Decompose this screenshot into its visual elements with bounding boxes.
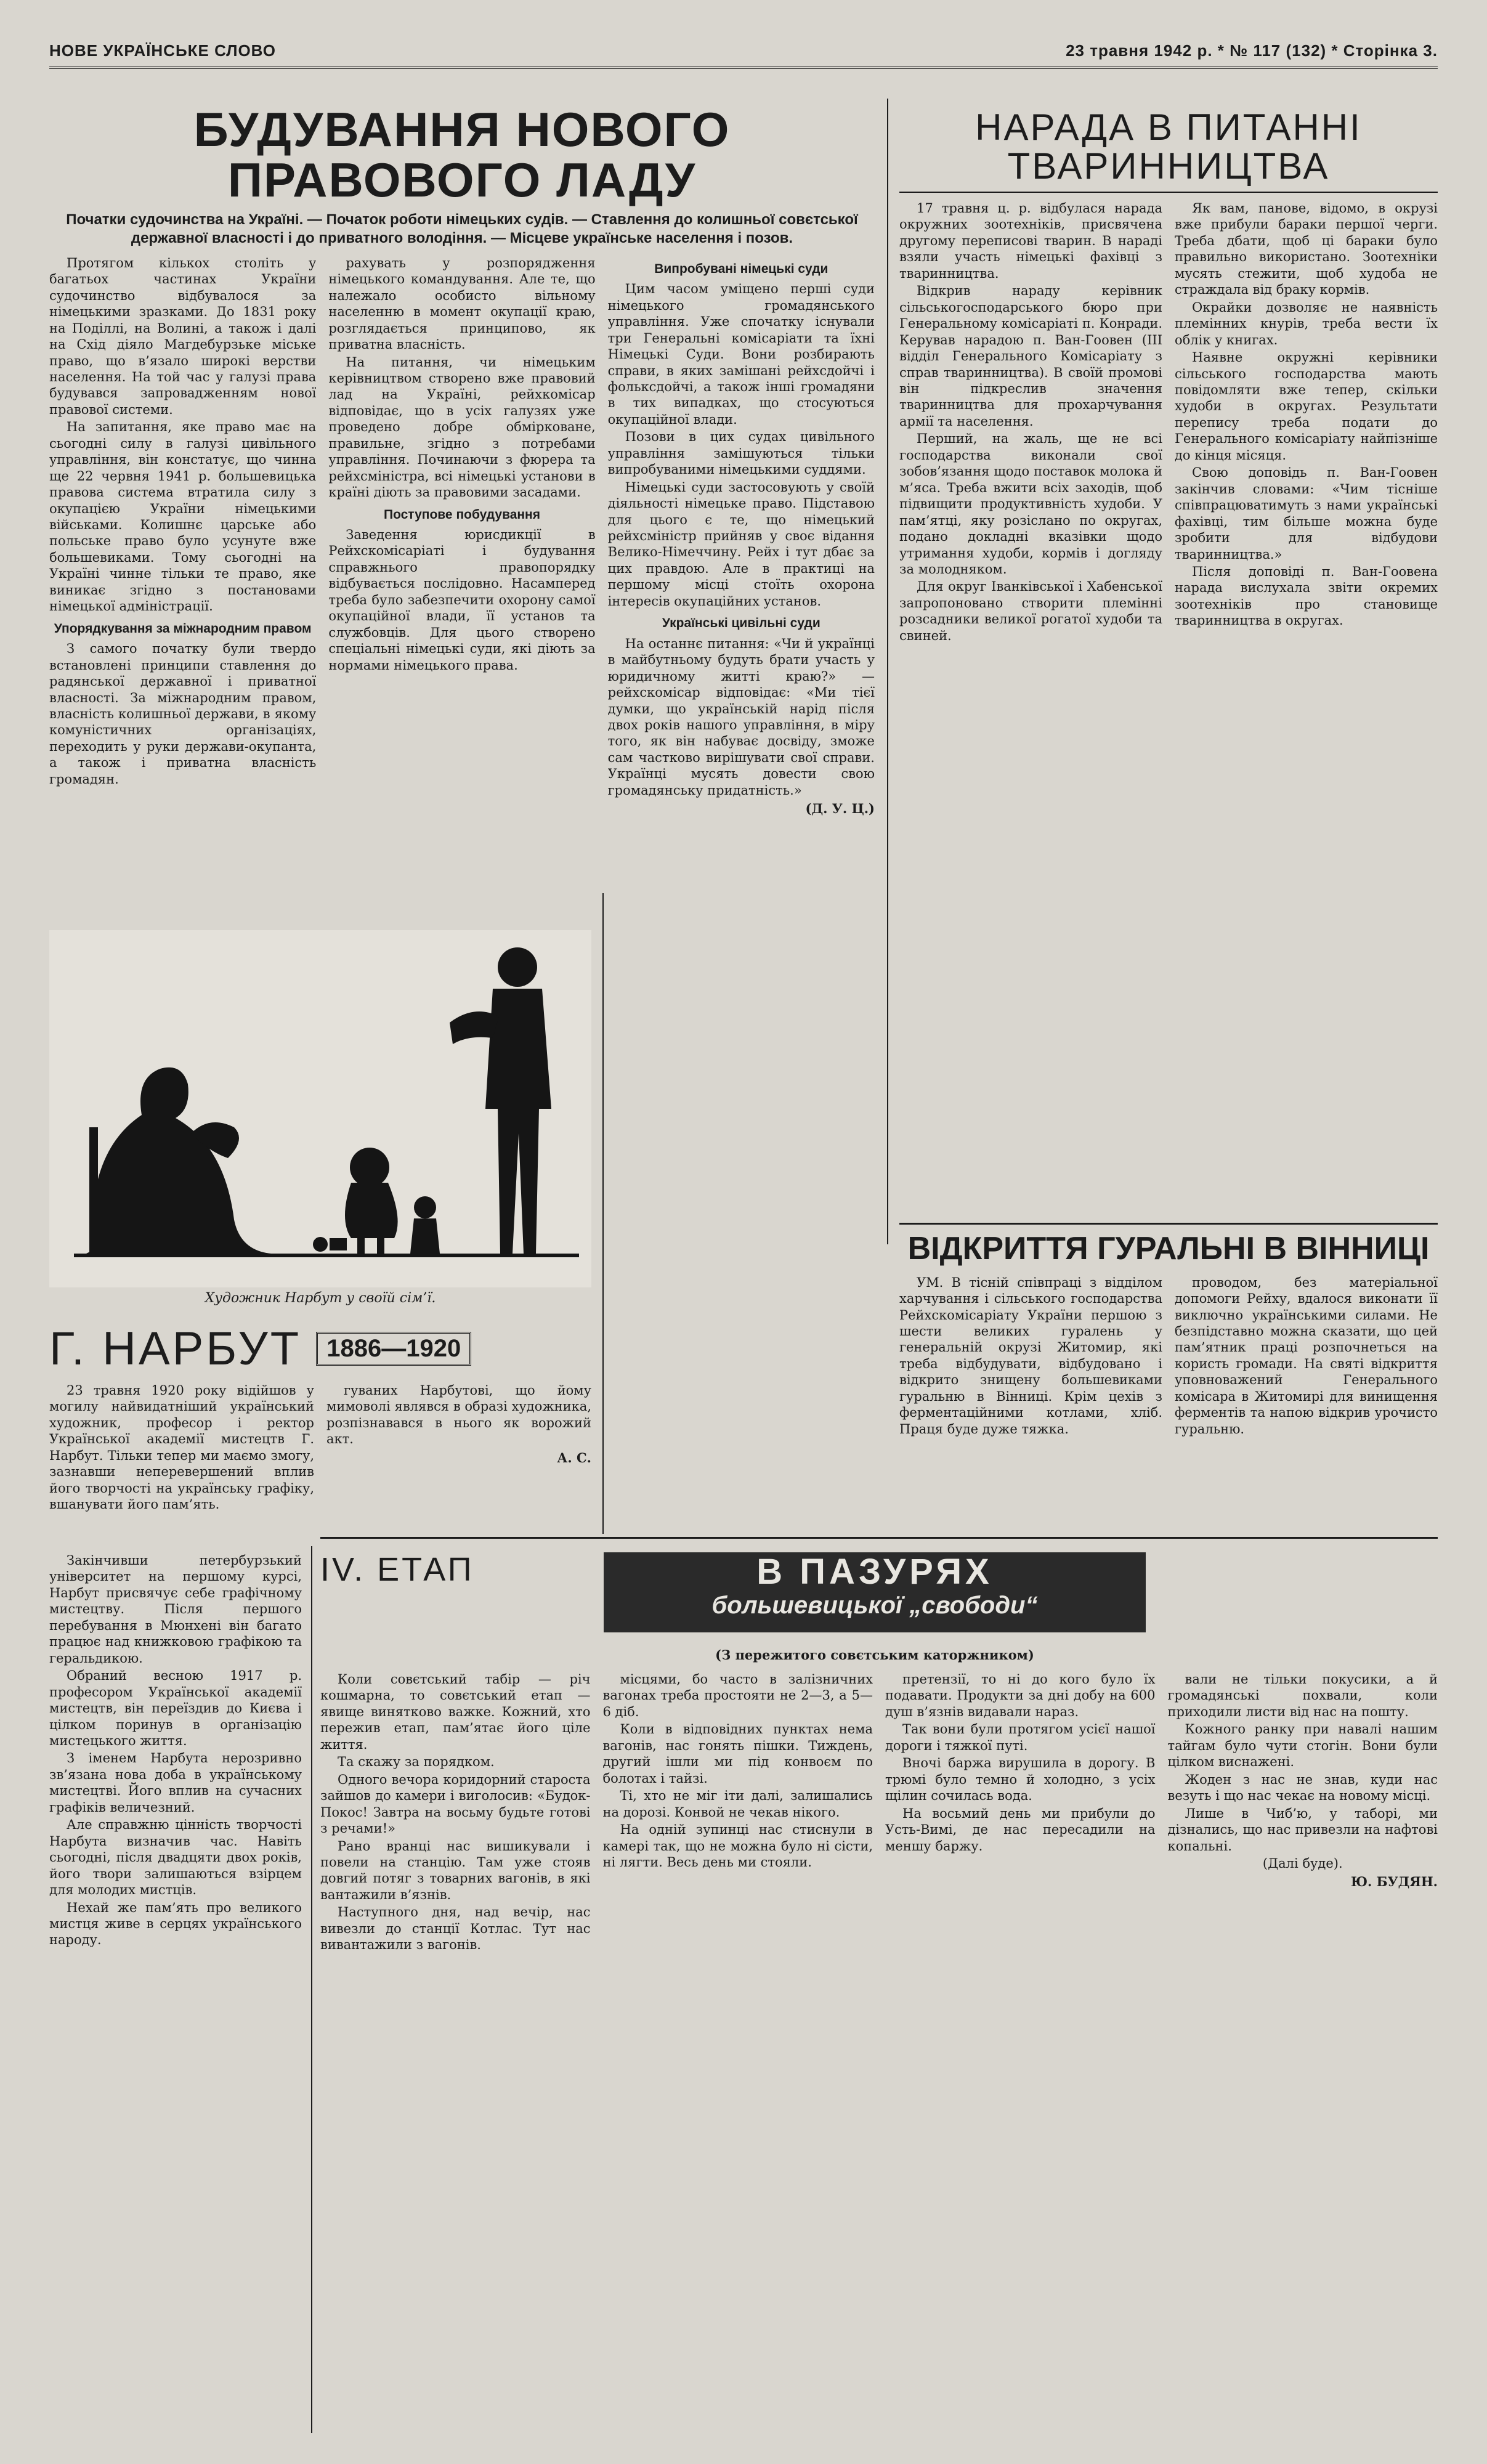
pazur-banner-bottom: большевицької „свободи“ xyxy=(711,1591,1038,1619)
paragraph: Заведення юрисдикції в Рейхскомісаріаті і будування справжнього правопорядку відбувається послідовно. Насамперед треба було забезпечити охорону самої окупаційної влади, її установ та службовців. Для цього створено спеціальні німецькі суди, які діють за нормами німецького права. xyxy=(328,527,596,673)
paragraph: проводом, без матеріальної допомоги Рейху, вдалося виконати її виключно українськими силами. Не безпідставно можна сказати, що цей пам’ятник праці розпочнеться на користь громади. На святі відкриття уповноважений Генерального комісара в Житомирі для винищення ферментів та напою відкрив урочисто гуральню. xyxy=(1175,1275,1438,1437)
article-distillery-col1 xyxy=(899,1275,1162,1546)
silhouette-image xyxy=(49,930,591,1287)
section-rule xyxy=(899,1223,1438,1225)
section-rule xyxy=(320,1537,1438,1539)
column-rule xyxy=(311,1546,312,2433)
article-etap-title: IV. ЕТАП xyxy=(320,1551,474,1588)
article-livestock-col2 xyxy=(1175,200,1438,1198)
article-narbut-col1 xyxy=(49,1382,314,1536)
paragraph: З іменем Нарбута нерозривно зв’язана нова доба в українському мистецтві. Його вплив на сучасних графіків величезний. xyxy=(49,1751,302,1815)
paragraph: 17 травня ц. р. відбулася нарада окружних зоотехніків, присвячена другому переписові тварин. В нараді взяли участь німецькі фахівці з тваринництва. xyxy=(899,201,1162,281)
paragraph: Жоден з нас не знав, куди нас везуть і що нас чекає на новому місці. xyxy=(1167,1772,1438,1804)
article-distillery xyxy=(899,1232,1438,1552)
article-legal-order-col1 xyxy=(49,255,316,896)
article-legal-order-title: БУДУВАННЯ НОВОГО ПРАВОВОГО ЛАДУ xyxy=(193,102,731,207)
narbut-family-illustration xyxy=(49,930,591,1287)
paragraph: Ті, хто не міг іти далі, залишались на дорозі. Конвой не чекав нікого. xyxy=(602,1788,873,1820)
paragraph: Після доповіді п. Ван-Гоовена нарада вислухала звіти окремих зоотехніків про становище тваринництва в округах. xyxy=(1175,564,1438,628)
article-legal-order-col2 xyxy=(328,255,595,896)
pazur-banner xyxy=(604,1552,1146,1632)
article-legal-order xyxy=(49,102,875,890)
paragraph: гуваних Нарбутові, що йому мимоволі являвся в образі художника, розпізнавався в нього як ворожий акт. xyxy=(326,1382,591,1447)
article-legal-order-col3 xyxy=(608,255,875,896)
section-subhead: Поступове побудування xyxy=(383,507,540,522)
article-livestock-title: НАРАДА В ПИТАННІ ТВАРИННИЦТВА xyxy=(975,107,1362,187)
paragraph: Рано вранці нас вишикували і повели на станцію. Там уже стояв довгий потяг з товарних вагонів, в які вантажили в’язнів. xyxy=(320,1838,591,1902)
paragraph: вали не тільки покусики, а й громадянські похвали, коли приходили листи від нас на пошту. xyxy=(1167,1672,1438,1719)
article-narbut-dates: 1886—1920 xyxy=(316,1332,471,1366)
paragraph: Лише в Чиб’ю, у таборі, ми дізнались, що нас привезли на нафтові копальні. xyxy=(1167,1805,1438,1854)
paragraph: Одного вечора коридорний староста зайшов до камери і виголосив: «Будок-Покос! Завтра на восьму будьте готові з речами!» xyxy=(320,1772,591,1836)
article-narbut-col1-cont xyxy=(49,1552,302,2433)
paragraph: Але справжню цінність творчості Нарбута визначив час. Навіть сьогодні, після двадцяти двох років, його твори залишаються взірцем для молодих мистців. xyxy=(49,1817,302,1898)
paragraph: Німецькі суди застосовують у своїй діяльності німецьке право. Підставою для цього є те, що німецький рейхсміністр прийняв у своє відання Велико-Німеччину. Рейх і тут дбає за цих правдою. Але в практиці на першому місці стоїть охорона інтересів окупаційних установ. xyxy=(607,479,875,609)
article-signature: (Д. У. Ц.) xyxy=(805,801,875,817)
column-rule xyxy=(602,893,604,1534)
article-narbut-col2 xyxy=(326,1382,591,1536)
paragraph: претензії, то ні до кого було їх подавати. Продукти за дні добу на 600 душ в’язнів видавали нараз. xyxy=(885,1672,1156,1719)
paragraph: На одній зупинці нас стиснули в камері так, що не можна було ні сісти, ні лягти. Весь день ми стояли. xyxy=(602,1822,873,1870)
article-etap xyxy=(320,1552,1438,2439)
paragraph: Так вони були протягом усієї нашої дороги і тяжкої путі. xyxy=(885,1722,1156,1753)
section-subhead: Випробувані німецькі суди xyxy=(654,261,829,276)
header-rule xyxy=(49,67,1438,69)
article-livestock-col1 xyxy=(899,200,1162,1198)
continued-note: (Далі буде). xyxy=(1262,1855,1343,1871)
paragraph: Для округ Іванківської і Хабенської запропоновано створити племінні розсадники великої рогатої худоби та свиней. xyxy=(899,579,1162,643)
paragraph: УМ. В тісній співпраці з відділом харчування і сільського господарства Рейхскомісаріату України першою з шести великих гуралень у генеральній окрузі Житомир, які треба відбудувати, відбудовано і відкрито знищену большевиками гуральню в Вінниці. Крім цехів з ферментаційними котлами, хліб. Праця буде дуже тяжка. xyxy=(899,1275,1162,1437)
paragraph: Нехай же пам’ять про великого мистця живе в серцях українського народу. xyxy=(49,1900,302,1948)
paragraph: Свою доповідь п. Ван-Гоовен закінчив словами: «Чим тісніше співпрацюватимуть з нами українські фахівці, тим більше можна буде зробити для відбудови тваринництва.» xyxy=(1175,465,1438,562)
article-narbut-continued xyxy=(49,1552,302,2433)
paragraph: Наявне окружні керівники сільського господарства мають повідомляти вже тепер, скільки худоби в округах. Результати перепису треба подати до Генерального комісаріату найпізніше до кінця місяця. xyxy=(1175,350,1438,463)
page-header xyxy=(49,38,1438,63)
paragraph: На питання, чи німецьким керівництвом створено вже правовий лад на Україні, рейхкомісар відповідає, що в усіх галузях уже проведено добре обмірковане, правильне, згідно з потребами управління. Починаючи з фюрера та рейхсміністра, всі німецькі установи в країні діють за правовими засадами. xyxy=(328,354,596,500)
paragraph: Цим часом уміщено перші суди німецького громадянського управління. Уже спочатку існували три Генеральні комісаріати та їхні Німецькі Суди. Вони розбирають справи, в яких замішані рейхсдойчі і фольксдойчі, а також інші громадяни в тих випадках, що стосуються окупаційної влади. xyxy=(607,282,875,427)
paragraph: 23 травня 1920 року відійшов у могилу найвидатніший український художник, професор і ректор Української академії мистецтв Г. Нарбут. Тільки тепер ми маємо змогу, зазнавши неперевершений вплив його творчості на українську графіку, вшанувати його пам’ять. xyxy=(49,1382,314,1512)
paragraph: Обраний весною 1917 р. професором Української академії мистецтв, він переїздив до Києва і цілком поринув в організацію мистецького життя. xyxy=(49,1668,302,1748)
paragraph: місцями, бо часто в залізничних вагонах треба простояти не 2—3, а 5—6 діб. xyxy=(602,1672,873,1719)
paragraph: З самого початку були твердо встановлені принципи ставлення до радянської державної і приватної власності. За міжнародним правом, власність колишньої держави, в якому комуністичних організаціях, переходить у руки держави-окупанта, а також і приватна власність громадян. xyxy=(49,641,317,787)
column-rule xyxy=(887,99,888,1244)
article-author: Ю. БУДЯН. xyxy=(1351,1874,1438,1890)
article-livestock xyxy=(899,108,1438,1214)
paragraph: Як вам, панове, відомо, в окрузі вже прибули бараки першої черги. Треба дбати, щоб ці бараки було правильно використано. Зоотехніки мусять стежити, щоб худоба не страждала від браку кормів. xyxy=(1175,201,1438,298)
paragraph: рахувать у розпорядження німецького командування. Але те, що належало особисто вільному населенню в момент окупації краю, розглядається принципово, як приватна власність. xyxy=(328,255,596,352)
section-subhead: Українські цивільні суди xyxy=(662,616,820,631)
section-subhead: Упорядкування за міжнародним правом xyxy=(54,621,312,636)
paragraph: Коли в відповідних пунктах нема вагонів, нас гонять пішки. Тиждень, другий ішли ми під конвоєм по болотах і тайзі. xyxy=(602,1722,873,1786)
pazur-banner-top: В ПАЗУРЯХ xyxy=(756,1552,993,1592)
paragraph: Вночі баржа вирушила в дорогу. В трюмі було темно й холодно, з усіх щілин сочилась вода. xyxy=(885,1756,1156,1804)
article-etap-col3 xyxy=(885,1671,1156,2410)
paragraph: Перший, на жаль, ще не всі господарства виконали свої зобов’язання щодо поставок молока й м’яса. Треба вжити всіх заходів, щоб підвищити продуктивність худоби. У пам’ятці, яку розіслано по округах, подано докладні вказівки щодо утримання худоби, кормів і догляду за молодняком. xyxy=(899,431,1162,577)
article-distillery-col2 xyxy=(1175,1275,1438,1546)
article-etap-col1 xyxy=(320,1671,591,2410)
paragraph: Окрайки дозволяє не наявність племінних кнурів, треба вести їх облік у книгах. xyxy=(1175,299,1438,347)
paragraph: Кожного ранку при навалі нашим тайгам було чути стогін. Вони були цілком виснажені. xyxy=(1167,1722,1438,1770)
paragraph: Та скажу за порядком. xyxy=(338,1754,495,1770)
article-narbut-heading xyxy=(49,1324,591,1374)
illustration-caption: Художник Нарбут у своїй сім’ї. xyxy=(205,1291,436,1306)
article-etap-col4 xyxy=(1168,1671,1438,2410)
paragraph: Коли совєтський табір — річ кошмарна, то совєтський етап — явище винятково важке. Кожний, хто пережив етап, пам’ятає його ціле життя. xyxy=(320,1672,591,1752)
pazur-note: (З пережитого совєтським каторжником) xyxy=(715,1647,1034,1663)
paragraph: Відкрив нараду керівник сільськогосподарського бюро при Генеральному комісаріаті п. Конради. Керував нарадою п. Ван-Гоовен (ІІІ відділ Генерального Комісаріату з справ тваринництва). В своїй промові він підкреслив значення тваринництва для прохарчування армії та населення. xyxy=(899,283,1162,429)
newspaper-title: НОВЕ УКРАЇНСЬКЕ СЛОВО xyxy=(49,41,277,60)
paragraph: Позови в цих судах цивільного управління замішуються тільки випробуваними німецькими суддями. xyxy=(607,429,875,477)
article-narbut xyxy=(49,1324,591,1546)
paragraph: Закінчивши петербурзький університет на першому курсі, Нарбут присвячує себе графічному мистецтву. Після першого перебування в Мюнхені він багато працює над книжковою графікою та геральдикою. xyxy=(49,1553,302,1666)
article-narbut-title: Г. НАРБУТ xyxy=(49,1323,302,1375)
paragraph: Протягом кількох століть у багатьох частинах України судочинство відбувалося за німецькими зразками. До 1831 року на Поділлі, на Волині, а також і далі на Схід діяло Магдебурзьке міське право, що в’язало широкі верстви населення. На той час у галузі права будувався запровадженням нової правової системи. xyxy=(49,255,317,417)
article-signature: А. С. xyxy=(557,1449,591,1465)
article-distillery-title: ВІДКРИТТЯ ГУРАЛЬНІ В ВІННИЦІ xyxy=(907,1231,1430,1266)
paragraph: На восьмий день ми прибули до Усть-Вимі, де нас пересадили на меншу баржу. xyxy=(885,1805,1156,1854)
paragraph: На останнє питання: «Чи й українці в майбутньому будуть брати участь у юридичному житті краю?» — рейхскомісар відповідає: «Ми тієї думки, що українській нарід після двох років нашого управління, в міру того, як він набуває досвіду, зможе сам частково вирішувати свої справи. Українці мусять довести свою громадянську придатність.» xyxy=(607,636,875,798)
paragraph: На запитання, яке право має на сьогодні силу в галузі цивільного управління, він констатує, що чинна ще 22 червня 1941 р. большевицька правова система втратила силу з окупацією України німецькими військами. Колишнє царське або польське право було усунуте вже большевиками. Тому сьогодні на Україні чинне тільки те право, яке виникає згідно з постановами німецької адміністрації. xyxy=(49,419,317,614)
title-rule xyxy=(899,192,1438,193)
article-legal-order-subtitle: Початки судочинства на Україні. — Початок роботи німецьких судів. — Ставлення до колишньої совєтської державної власності і до приватного володіння. — Місцеве українське населення і позов. xyxy=(66,211,858,246)
issue-meta: 23 травня 1942 р. * № 117 (132) * Сторінка 3. xyxy=(1066,41,1438,60)
article-etap-col2 xyxy=(603,1671,873,2410)
paragraph: Наступного дня, над вечір, нас вивезли до станції Котлас. Тут нас вивантажили з вагонів. xyxy=(320,1905,591,1953)
